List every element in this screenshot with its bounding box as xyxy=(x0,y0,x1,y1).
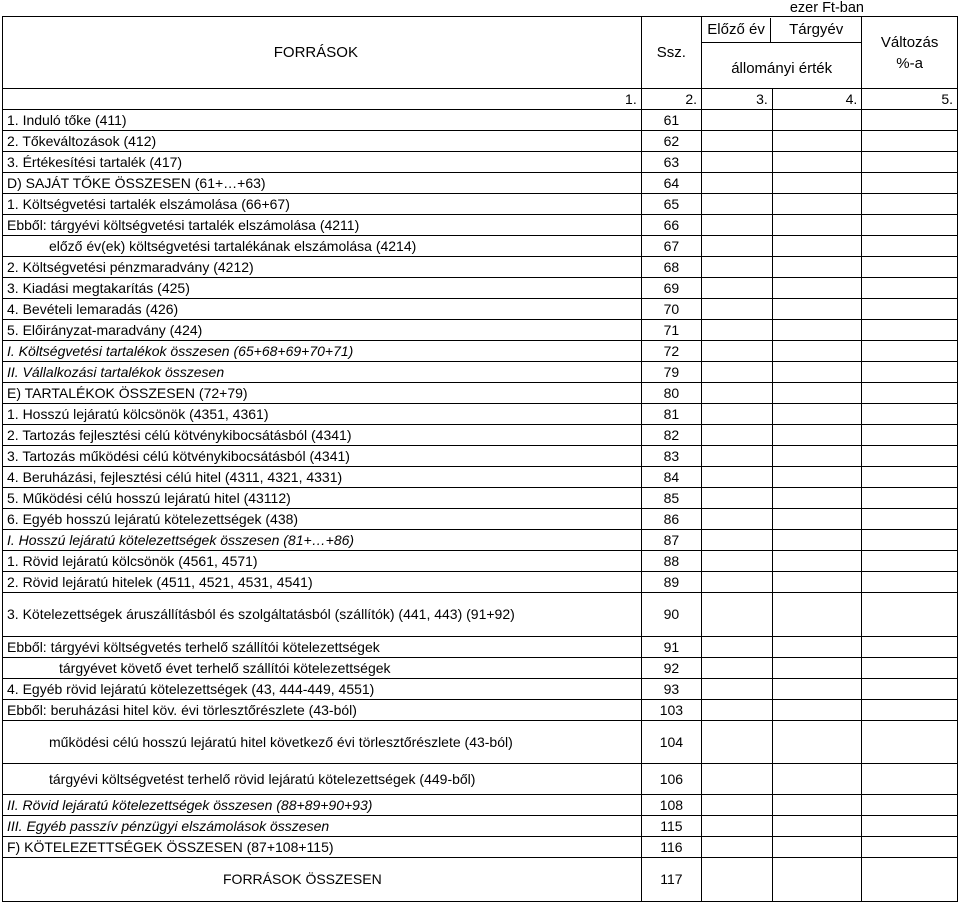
header-change-pct: Változás %-a xyxy=(862,17,958,89)
row-prev-year-value xyxy=(702,530,773,551)
row-label: 5. Előirányzat-maradvány (424) xyxy=(3,320,642,341)
row-current-year-value xyxy=(772,509,861,530)
row-change-pct xyxy=(862,383,958,404)
row-current-year-value xyxy=(772,467,861,488)
table-row xyxy=(3,425,958,446)
row-label: III. Egyéb passzív pénzügyi elszámolások összesen xyxy=(3,816,642,837)
row-ssz: 104 xyxy=(641,721,701,764)
row-ssz: 106 xyxy=(641,764,701,795)
table-row xyxy=(3,467,958,488)
table-row xyxy=(3,488,958,509)
row-current-year-value xyxy=(772,173,861,194)
table-row xyxy=(3,341,958,362)
table-row xyxy=(3,764,958,795)
row-change-pct xyxy=(862,530,958,551)
table-row xyxy=(3,131,958,152)
row-prev-year-value xyxy=(702,383,773,404)
row-prev-year-value xyxy=(702,721,773,764)
row-change-pct xyxy=(862,837,958,858)
row-label: Ebből: tárgyévi költségvetés terhelő szállítói kötelezettségek xyxy=(3,637,642,658)
row-prev-year-value xyxy=(702,341,773,362)
row-current-year-value xyxy=(772,858,861,902)
header-stock-value: állományi érték xyxy=(731,60,833,77)
row-change-pct xyxy=(862,679,958,700)
row-label: 3. Értékesítési tartalék (417) xyxy=(3,152,642,173)
row-ssz: 61 xyxy=(641,110,701,131)
col-num-1: 1. xyxy=(3,89,642,110)
row-current-year-value xyxy=(772,236,861,257)
row-prev-year-value xyxy=(702,320,773,341)
row-current-year-value xyxy=(772,299,861,320)
row-change-pct xyxy=(862,215,958,236)
row-label: tárgyévet követő évet terhelő szállítói kötelezettségek xyxy=(3,658,642,679)
table-row xyxy=(3,721,958,764)
row-ssz: 84 xyxy=(641,467,701,488)
row-current-year-value xyxy=(772,278,861,299)
row-prev-year-value xyxy=(702,509,773,530)
row-ssz: 93 xyxy=(641,679,701,700)
row-ssz: 64 xyxy=(641,173,701,194)
row-current-year-value xyxy=(772,593,861,637)
row-current-year-value xyxy=(772,721,861,764)
row-ssz: 69 xyxy=(641,278,701,299)
row-label: 3. Kötelezettségek áruszállításból és szolgáltatásból (szállítók) (441, 443) (91+92) xyxy=(3,593,642,637)
table-row xyxy=(3,404,958,425)
row-ssz: 115 xyxy=(641,816,701,837)
col-num-3: 3. xyxy=(702,89,773,110)
row-change-pct xyxy=(862,110,958,131)
row-current-year-value xyxy=(772,488,861,509)
row-ssz: 86 xyxy=(641,509,701,530)
row-prev-year-value xyxy=(702,404,773,425)
row-ssz: 80 xyxy=(641,383,701,404)
row-prev-year-value xyxy=(702,215,773,236)
header-row xyxy=(3,17,958,89)
row-change-pct xyxy=(862,721,958,764)
row-change-pct xyxy=(862,404,958,425)
row-label: 2. Rövid lejáratú hitelek (4511, 4521, 4531, 4541) xyxy=(3,572,642,593)
row-ssz: 62 xyxy=(641,131,701,152)
row-prev-year-value xyxy=(702,795,773,816)
table-row xyxy=(3,215,958,236)
row-ssz: 67 xyxy=(641,236,701,257)
row-current-year-value xyxy=(772,764,861,795)
row-ssz: 92 xyxy=(641,658,701,679)
row-change-pct xyxy=(862,551,958,572)
row-label: 3. Kiadási megtakarítás (425) xyxy=(3,278,642,299)
row-prev-year-value xyxy=(702,131,773,152)
row-change-pct xyxy=(862,341,958,362)
row-ssz: 89 xyxy=(641,572,701,593)
row-current-year-value xyxy=(772,679,861,700)
table-row xyxy=(3,362,958,383)
header-values xyxy=(702,17,862,89)
row-current-year-value xyxy=(772,425,861,446)
header-sources: FORRÁSOK xyxy=(3,17,642,89)
row-change-pct xyxy=(862,637,958,658)
row-ssz: 65 xyxy=(641,194,701,215)
row-prev-year-value xyxy=(702,488,773,509)
row-prev-year-value xyxy=(702,700,773,721)
row-label: előző év(ek) költségvetési tartalékának elszámolása (4214) xyxy=(3,236,642,257)
row-label: II. Rövid lejáratú kötelezettségek összesen (88+89+90+93) xyxy=(3,795,642,816)
row-ssz: 87 xyxy=(641,530,701,551)
row-current-year-value xyxy=(772,383,861,404)
row-ssz: 83 xyxy=(641,446,701,467)
row-label: D) SAJÁT TŐKE ÖSSZESEN (61+…+63) xyxy=(3,173,642,194)
row-change-pct xyxy=(862,320,958,341)
row-current-year-value xyxy=(772,572,861,593)
row-prev-year-value xyxy=(702,764,773,795)
row-label: 2. Tőkeváltozások (412) xyxy=(3,131,642,152)
row-ssz: 103 xyxy=(641,700,701,721)
row-label: E) TARTALÉKOK ÖSSZESEN (72+79) xyxy=(3,383,642,404)
row-change-pct xyxy=(862,257,958,278)
row-current-year-value xyxy=(772,837,861,858)
row-prev-year-value xyxy=(702,236,773,257)
row-current-year-value xyxy=(772,446,861,467)
row-label: 2. Költségvetési pénzmaradvány (4212) xyxy=(3,257,642,278)
row-change-pct xyxy=(862,299,958,320)
table-row xyxy=(3,637,958,658)
row-change-pct xyxy=(862,278,958,299)
row-prev-year-value xyxy=(702,362,773,383)
table-row xyxy=(3,320,958,341)
row-prev-year-value xyxy=(702,278,773,299)
row-label: II. Vállalkozási tartalékok összesen xyxy=(3,362,642,383)
row-label: Ebből: beruházási hitel köv. évi törlesztőrészlete (43-ból) xyxy=(3,700,642,721)
table-row xyxy=(3,700,958,721)
row-change-pct xyxy=(862,858,958,902)
header-prev-year: Előző év xyxy=(702,18,771,42)
row-current-year-value xyxy=(772,795,861,816)
row-label: FORRÁSOK ÖSSZESEN xyxy=(3,858,642,902)
row-current-year-value xyxy=(772,257,861,278)
row-change-pct xyxy=(862,236,958,257)
row-ssz: 66 xyxy=(641,215,701,236)
row-prev-year-value xyxy=(702,837,773,858)
row-change-pct xyxy=(862,593,958,637)
row-prev-year-value xyxy=(702,658,773,679)
row-change-pct xyxy=(862,700,958,721)
row-current-year-value xyxy=(772,152,861,173)
row-ssz: 68 xyxy=(641,257,701,278)
row-current-year-value xyxy=(772,131,861,152)
row-change-pct xyxy=(862,467,958,488)
row-current-year-value xyxy=(772,320,861,341)
row-label: 1. Induló tőke (411) xyxy=(3,110,642,131)
table-row xyxy=(3,572,958,593)
col-num-4: 4. xyxy=(772,89,861,110)
row-current-year-value xyxy=(772,637,861,658)
table-row xyxy=(3,837,958,858)
row-change-pct xyxy=(862,572,958,593)
row-change-pct xyxy=(862,488,958,509)
row-label: 2. Tartozás fejlesztési célú kötvénykibocsátásból (4341) xyxy=(3,425,642,446)
row-label: Ebből: tárgyévi költségvetési tartalék elszámolása (4211) xyxy=(3,215,642,236)
row-ssz: 79 xyxy=(641,362,701,383)
row-prev-year-value xyxy=(702,257,773,278)
row-prev-year-value xyxy=(702,425,773,446)
row-label: 4. Egyéb rövid lejáratú kötelezettségek (43, 444-449, 4551) xyxy=(3,679,642,700)
row-current-year-value xyxy=(772,362,861,383)
row-label: 5. Működési célú hosszú lejáratú hitel (43112) xyxy=(3,488,642,509)
table-row xyxy=(3,593,958,637)
row-current-year-value xyxy=(772,110,861,131)
row-ssz: 88 xyxy=(641,551,701,572)
row-current-year-value xyxy=(772,700,861,721)
row-ssz: 82 xyxy=(641,425,701,446)
unit-label: ezer Ft-ban xyxy=(789,0,864,16)
row-change-pct xyxy=(862,764,958,795)
row-current-year-value xyxy=(772,194,861,215)
row-change-pct xyxy=(862,658,958,679)
row-prev-year-value xyxy=(702,299,773,320)
row-label: 4. Beruházási, fejlesztési célú hitel (4311, 4321, 4331) xyxy=(3,467,642,488)
row-change-pct xyxy=(862,173,958,194)
row-current-year-value xyxy=(772,530,861,551)
row-current-year-value xyxy=(772,341,861,362)
table-row xyxy=(3,236,958,257)
row-ssz: 81 xyxy=(641,404,701,425)
row-label: I. Hosszú lejáratú kötelezettségek összesen (81+…+86) xyxy=(3,530,642,551)
row-ssz: 63 xyxy=(641,152,701,173)
row-label: 6. Egyéb hosszú lejáratú kötelezettségek (438) xyxy=(3,509,642,530)
row-ssz: 116 xyxy=(641,837,701,858)
row-prev-year-value xyxy=(702,593,773,637)
row-current-year-value xyxy=(772,816,861,837)
row-ssz: 72 xyxy=(641,341,701,362)
row-prev-year-value xyxy=(702,551,773,572)
row-current-year-value xyxy=(772,551,861,572)
table-row xyxy=(3,795,958,816)
row-label: működési célú hosszú lejáratú hitel következő évi törlesztőrészlete (43-ból) xyxy=(3,721,642,764)
table-row xyxy=(3,299,958,320)
row-label: 4. Bevételi lemaradás (426) xyxy=(3,299,642,320)
header-ssz: Ssz. xyxy=(641,17,701,89)
row-prev-year-value xyxy=(702,858,773,902)
row-ssz: 117 xyxy=(641,858,701,902)
table-row xyxy=(3,152,958,173)
row-ssz: 70 xyxy=(641,299,701,320)
table-row xyxy=(3,509,958,530)
col-num-5: 5. xyxy=(862,89,958,110)
table-row xyxy=(3,110,958,131)
row-current-year-value xyxy=(772,404,861,425)
row-prev-year-value xyxy=(702,446,773,467)
table-row xyxy=(3,679,958,700)
col-num-2: 2. xyxy=(641,89,701,110)
row-prev-year-value xyxy=(702,110,773,131)
sources-table xyxy=(2,16,958,902)
row-prev-year-value xyxy=(702,637,773,658)
row-change-pct xyxy=(862,816,958,837)
row-ssz: 91 xyxy=(641,637,701,658)
row-prev-year-value xyxy=(702,572,773,593)
table-row xyxy=(3,383,958,404)
header-current-year: Tárgyév xyxy=(789,21,844,38)
table-row xyxy=(3,173,958,194)
row-prev-year-value xyxy=(702,152,773,173)
table-row xyxy=(3,530,958,551)
row-prev-year-value xyxy=(702,194,773,215)
table-row xyxy=(3,278,958,299)
row-change-pct xyxy=(862,194,958,215)
row-label: tárgyévi költségvetést terhelő rövid lejáratú kötelezettségek (449-ből) xyxy=(3,764,642,795)
row-change-pct xyxy=(862,446,958,467)
row-current-year-value xyxy=(772,658,861,679)
table-row xyxy=(3,194,958,215)
row-prev-year-value xyxy=(702,467,773,488)
row-change-pct xyxy=(862,509,958,530)
row-prev-year-value xyxy=(702,173,773,194)
table-row xyxy=(3,446,958,467)
row-ssz: 71 xyxy=(641,320,701,341)
row-label: 1. Rövid lejáratú kölcsönök (4561, 4571) xyxy=(3,551,642,572)
row-ssz: 90 xyxy=(641,593,701,637)
row-change-pct xyxy=(862,425,958,446)
row-current-year-value xyxy=(772,215,861,236)
table-row xyxy=(3,658,958,679)
row-change-pct xyxy=(862,795,958,816)
table-row xyxy=(3,858,958,902)
row-change-pct xyxy=(862,131,958,152)
row-ssz: 85 xyxy=(641,488,701,509)
column-number-row xyxy=(3,89,958,110)
row-label: 3. Tartozás működési célú kötvénykibocsátásból (4341) xyxy=(3,446,642,467)
row-prev-year-value xyxy=(702,816,773,837)
row-change-pct xyxy=(862,362,958,383)
table-row xyxy=(3,816,958,837)
row-label: F) KÖTELEZETTSÉGEK ÖSSZESEN (87+108+115) xyxy=(3,837,642,858)
table-row xyxy=(3,551,958,572)
row-label: 1. Hosszú lejáratú kölcsönök (4351, 4361) xyxy=(3,404,642,425)
row-prev-year-value xyxy=(702,679,773,700)
row-change-pct xyxy=(862,152,958,173)
row-label: 1. Költségvetési tartalék elszámolása (66+67) xyxy=(3,194,642,215)
row-label: I. Költségvetési tartalékok összesen (65+68+69+70+71) xyxy=(3,341,642,362)
row-ssz: 108 xyxy=(641,795,701,816)
table-row xyxy=(3,257,958,278)
